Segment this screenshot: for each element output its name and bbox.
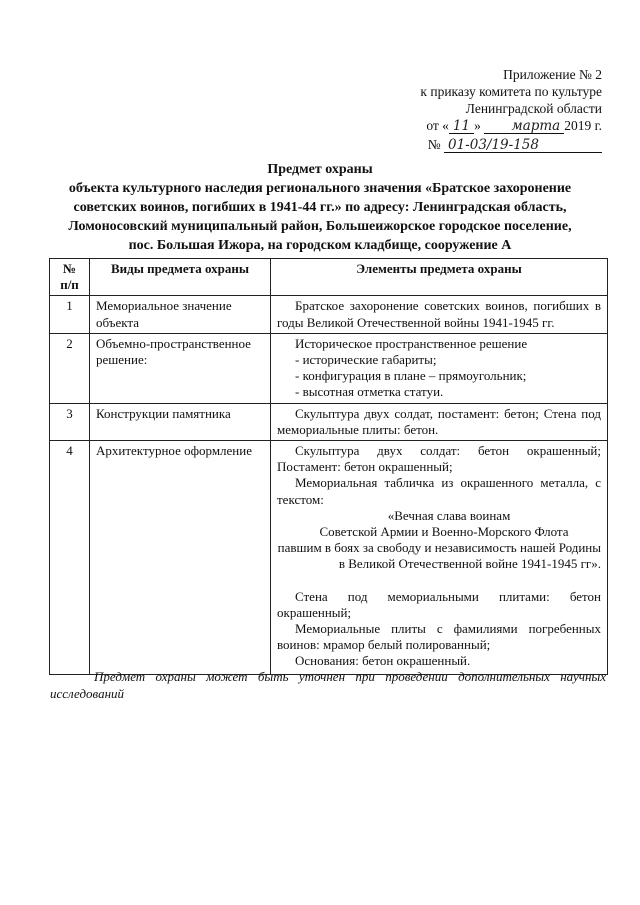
title-line-2: объекта культурного наследия регионального значения «Братское захоронение: [68, 181, 572, 196]
appendix-order: к приказу комитета по культуре: [420, 84, 602, 99]
footnote: Предмет охраны может быть уточнен при проведении дополнительных научных исследований: [50, 669, 606, 701]
table-header-row: [50, 259, 608, 296]
handwritten-month: марта: [484, 119, 564, 134]
appendix-region: Ленинградской области: [465, 101, 602, 116]
table-row: 2 Объемно-пространственное решение: Историческое пространственное решение - исторические габариты; - конфигурация в плане – прямоугольник; - высотная отметка статуи.: [50, 333, 608, 403]
appendix-date: от « 11 » марта 2019 г.: [426, 118, 602, 134]
header-num: № п/п: [50, 259, 90, 296]
header-elements: Элементы предмета охраны: [271, 259, 608, 296]
protection-table: [49, 258, 608, 675]
handwritten-number: 01-03/19-158: [444, 138, 602, 153]
header-kind: Виды предмета охраны: [90, 259, 271, 296]
document-title: [34, 160, 606, 255]
appendix-header: [342, 66, 602, 153]
memorial-inscription: павшим в боях за свободу и независимость нашей Родины в Великой Отечественной войне 1941-1945 гг».: [277, 540, 601, 572]
table-row: 1 Мемориальное значение объекта Братское захоронение советских воинов, погибших в годы Великой Отечественной войны 1941-1945 гг.: [50, 296, 608, 333]
appendix-number: № 01-03/19-158: [342, 136, 602, 153]
appendix-title: Приложение № 2: [503, 67, 602, 82]
handwritten-day: 11: [449, 119, 474, 134]
title-line-4: Ломоносовский муниципальный район, Большеижорское городское поселение,: [68, 219, 572, 234]
table-row: 4 Архитектурное оформление Скульптура двух солдат: бетон окрашенный; Постамент: бетон окрашенный; Мемориальная табличка из окрашенного металла, с текстом: «Вечная слава воинам Советской Армии и Военно-Морского Флота павшим в боях за свободу и независимость нашей Родины в Великой Отечественной войне 1941-1945 гг». Стена под мемориальными плитами: бетон окрашенный; Мемориальные плиты с фамилиями погребенных воинов: мрамор белый полированный; Основания: бетон окрашенный.: [50, 441, 608, 675]
title-line-1: Предмет охраны: [267, 162, 373, 177]
title-line-5: пос. Большая Ижора, на городском кладбище, сооружение А: [128, 238, 512, 253]
table-row: 3 Конструкции памятника Скульптура двух солдат, постамент: бетон; Стена под мемориальные плиты: бетон.: [50, 403, 608, 440]
title-line-3: советских воинов, погибших в 1941-44 гг.» по адресу: Ленинградская область,: [73, 200, 567, 215]
